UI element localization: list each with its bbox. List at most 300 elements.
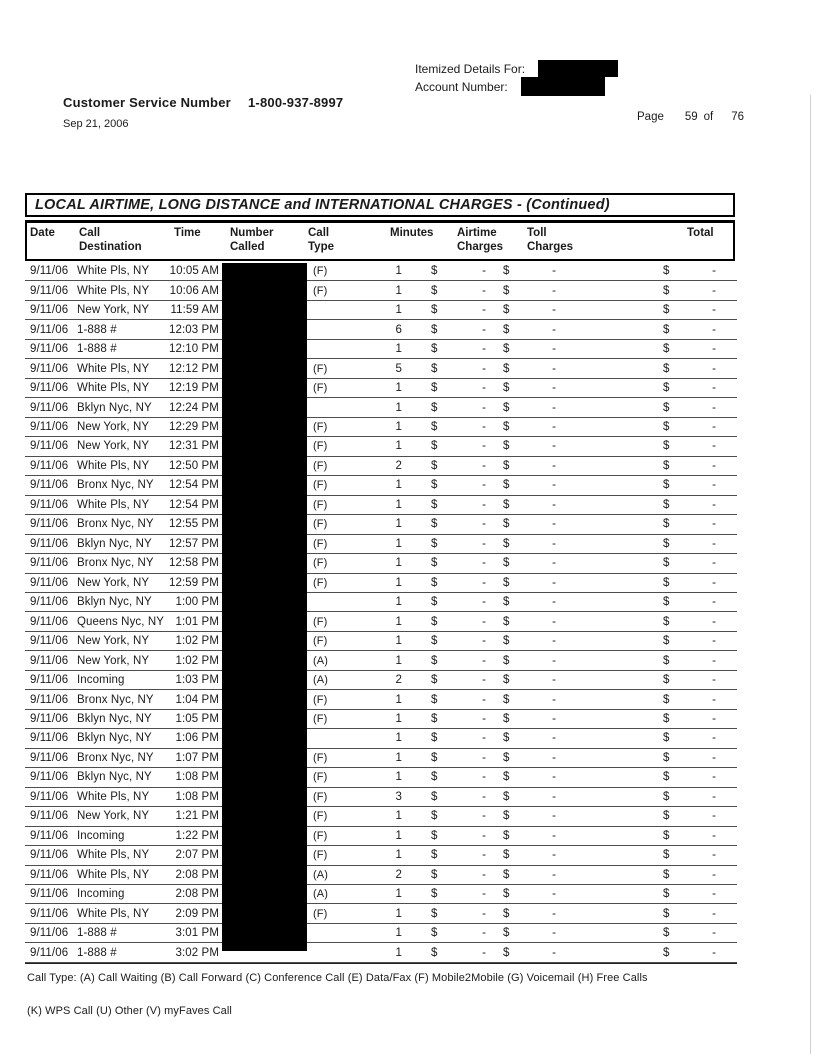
- currency-symbol: $: [663, 323, 670, 336]
- cell-date: 9/11/06: [30, 829, 69, 842]
- cell-time: 2:08 PM: [175, 868, 219, 881]
- currency-symbol: $: [431, 382, 438, 395]
- table-row: [25, 554, 737, 573]
- currency-symbol: $: [663, 635, 670, 648]
- currency-symbol: $: [431, 401, 438, 414]
- cell-call-type: (F): [313, 440, 328, 453]
- cell-destination: 1-888 #: [77, 927, 117, 940]
- currency-symbol: $: [431, 557, 438, 570]
- currency-symbol: $: [663, 265, 670, 278]
- cell-toll-charges: $ -: [503, 304, 556, 317]
- cell-toll-charges: $ -: [503, 810, 556, 823]
- currency-symbol: $: [663, 479, 670, 492]
- cell-time: 12:03 PM: [168, 323, 219, 336]
- currency-symbol: $: [663, 849, 670, 862]
- currency-symbol: $: [431, 304, 438, 317]
- cell-minutes: 1: [395, 518, 402, 531]
- currency-symbol: $: [663, 946, 670, 959]
- account-number-label: Account Number:: [415, 80, 508, 94]
- cell-date: 9/11/06: [30, 849, 69, 862]
- cell-toll-charges: $ -: [503, 790, 556, 803]
- cell-toll-charges: $ -: [503, 635, 556, 648]
- cell-total: $ -: [663, 635, 716, 648]
- currency-symbol: $: [431, 674, 438, 687]
- cell-toll-charges: $ -: [503, 615, 556, 628]
- cell-toll-charges: $ -: [503, 596, 556, 609]
- currency-symbol: $: [431, 888, 438, 901]
- cell-time: 12:12 PM: [168, 362, 219, 375]
- cell-date: 9/11/06: [30, 790, 69, 803]
- table-row: [25, 788, 737, 807]
- cell-total: $ -: [663, 420, 716, 433]
- cell-airtime-charges: $ -: [431, 420, 486, 433]
- cell-call-type: (F): [313, 615, 328, 628]
- cell-toll-charges: $ -: [503, 771, 556, 784]
- cell-destination: New York, NY: [77, 420, 150, 433]
- cell-time: 12:29 PM: [168, 420, 219, 433]
- cell-toll-charges: $ -: [503, 946, 556, 959]
- cell-call-type: (F): [313, 284, 328, 297]
- cell-call-type: (F): [313, 459, 328, 472]
- cell-call-type: (F): [313, 849, 328, 862]
- cell-toll-charges: $ -: [503, 362, 556, 375]
- currency-symbol: $: [663, 596, 670, 609]
- cell-airtime-charges: $ -: [431, 868, 486, 881]
- cell-airtime-charges: $ -: [431, 751, 486, 764]
- cell-minutes: 1: [395, 927, 402, 940]
- currency-symbol: $: [503, 868, 510, 881]
- cell-minutes: 1: [395, 654, 402, 667]
- cell-airtime-charges: $ -: [431, 907, 486, 920]
- currency-symbol: $: [431, 713, 438, 726]
- cell-total: $ -: [663, 868, 716, 881]
- cell-toll-charges: $ -: [503, 440, 556, 453]
- cell-total: $ -: [663, 576, 716, 589]
- cell-time: 12:55 PM: [168, 518, 219, 531]
- cell-time: 2:07 PM: [175, 849, 219, 862]
- cell-destination: New York, NY: [77, 576, 150, 589]
- table-row: [25, 943, 737, 962]
- cell-toll-charges: $ -: [503, 829, 556, 842]
- cell-total: $ -: [663, 693, 716, 706]
- cell-time: 1:03 PM: [175, 674, 219, 687]
- currency-symbol: $: [503, 498, 510, 511]
- currency-symbol: $: [663, 362, 670, 375]
- cell-airtime-charges: $ -: [431, 284, 486, 297]
- cell-call-type: (F): [313, 751, 328, 764]
- cell-toll-charges: $ -: [503, 537, 556, 550]
- cell-minutes: 2: [395, 674, 402, 687]
- cell-toll-charges: $ -: [503, 265, 556, 278]
- page-total: 76: [731, 111, 745, 123]
- currency-symbol: $: [503, 420, 510, 433]
- cell-airtime-charges: $ -: [431, 596, 486, 609]
- currency-symbol: $: [431, 362, 438, 375]
- currency-symbol: $: [431, 323, 438, 336]
- currency-symbol: $: [663, 518, 670, 531]
- currency-symbol: $: [431, 635, 438, 648]
- cell-total: $ -: [663, 343, 716, 356]
- currency-symbol: $: [503, 557, 510, 570]
- cell-date: 9/11/06: [30, 420, 69, 433]
- cell-call-type: (A): [313, 868, 328, 881]
- cell-minutes: 1: [395, 284, 402, 297]
- cell-airtime-charges: $ -: [431, 537, 486, 550]
- cell-total: $ -: [663, 596, 716, 609]
- cell-date: 9/11/06: [30, 576, 69, 589]
- cell-time: 1:02 PM: [175, 654, 219, 667]
- cell-date: 9/11/06: [30, 771, 69, 784]
- cell-total: $ -: [663, 362, 716, 375]
- currency-symbol: $: [663, 557, 670, 570]
- cell-date: 9/11/06: [30, 537, 69, 550]
- page-label: Page: [637, 111, 664, 123]
- cell-call-type: (F): [313, 537, 328, 550]
- currency-symbol: $: [663, 674, 670, 687]
- cell-date: 9/11/06: [30, 518, 69, 531]
- cell-time: 1:07 PM: [175, 751, 219, 764]
- currency-symbol: $: [663, 615, 670, 628]
- cell-toll-charges: $ -: [503, 518, 556, 531]
- cell-date: 9/11/06: [30, 868, 69, 881]
- currency-symbol: $: [503, 829, 510, 842]
- customer-service-label: Customer Service Number: [63, 95, 231, 110]
- cell-destination: Bklyn Nyc, NY: [77, 771, 152, 784]
- currency-symbol: $: [503, 615, 510, 628]
- cell-airtime-charges: $ -: [431, 479, 486, 492]
- cell-destination: White Pls, NY: [77, 362, 150, 375]
- currency-symbol: $: [431, 732, 438, 745]
- cell-call-type: (F): [313, 829, 328, 842]
- table-row: [25, 827, 737, 846]
- cell-minutes: 1: [395, 713, 402, 726]
- cell-toll-charges: $ -: [503, 674, 556, 687]
- table-row: [25, 885, 737, 904]
- table-row: [25, 457, 737, 476]
- currency-symbol: $: [503, 537, 510, 550]
- cell-minutes: 1: [395, 635, 402, 648]
- cell-toll-charges: $ -: [503, 927, 556, 940]
- cell-minutes: 1: [395, 401, 402, 414]
- cell-date: 9/11/06: [30, 362, 69, 375]
- cell-minutes: 1: [395, 304, 402, 317]
- currency-symbol: $: [663, 810, 670, 823]
- cell-minutes: 1: [395, 498, 402, 511]
- cell-time: 11:59 AM: [170, 304, 219, 317]
- cell-call-type: (A): [313, 654, 328, 667]
- cell-date: 9/11/06: [30, 927, 69, 940]
- cell-time: 1:01 PM: [175, 615, 219, 628]
- table-row: [25, 671, 737, 690]
- cell-date: 9/11/06: [30, 888, 69, 901]
- currency-symbol: $: [431, 654, 438, 667]
- cell-call-type: (A): [313, 888, 328, 901]
- cell-call-type: (F): [313, 479, 328, 492]
- currency-symbol: $: [431, 498, 438, 511]
- cell-destination: 1-888 #: [77, 323, 117, 336]
- cell-total: $ -: [663, 382, 716, 395]
- cell-destination: Incoming: [77, 888, 125, 901]
- currency-symbol: $: [663, 401, 670, 414]
- cell-call-type: (F): [313, 810, 328, 823]
- cell-call-type: (F): [313, 576, 328, 589]
- currency-symbol: $: [503, 401, 510, 414]
- cell-airtime-charges: $ -: [431, 888, 486, 901]
- table-row: [25, 729, 737, 748]
- cell-call-type: (F): [313, 635, 328, 648]
- cell-time: 1:06 PM: [175, 732, 219, 745]
- cell-time: 1:02 PM: [175, 635, 219, 648]
- cell-total: $ -: [663, 459, 716, 472]
- cell-date: 9/11/06: [30, 635, 69, 648]
- page-of-label: of: [703, 111, 714, 123]
- cell-time: 12:58 PM: [168, 557, 219, 570]
- currency-symbol: $: [663, 284, 670, 297]
- cell-toll-charges: $ -: [503, 693, 556, 706]
- currency-symbol: $: [503, 810, 510, 823]
- cell-toll-charges: $ -: [503, 420, 556, 433]
- col-header-date: Date: [30, 227, 55, 239]
- cell-total: $ -: [663, 479, 716, 492]
- cell-call-type: (A): [313, 674, 328, 687]
- cell-destination: White Pls, NY: [77, 459, 150, 472]
- cell-time: 2:09 PM: [175, 907, 219, 920]
- cell-total: $ -: [663, 927, 716, 940]
- currency-symbol: $: [431, 576, 438, 589]
- cell-destination: Bklyn Nyc, NY: [77, 537, 152, 550]
- cell-toll-charges: $ -: [503, 849, 556, 862]
- cell-time: 1:21 PM: [175, 810, 219, 823]
- cell-total: $ -: [663, 751, 716, 764]
- cell-minutes: 2: [395, 459, 402, 472]
- cell-destination: White Pls, NY: [77, 849, 150, 862]
- currency-symbol: $: [431, 596, 438, 609]
- cell-airtime-charges: $ -: [431, 459, 486, 472]
- cell-total: $ -: [663, 771, 716, 784]
- cell-date: 9/11/06: [30, 382, 69, 395]
- cell-date: 9/11/06: [30, 304, 69, 317]
- currency-symbol: $: [503, 927, 510, 940]
- table-row: [25, 612, 737, 631]
- cell-minutes: 3: [395, 790, 402, 803]
- cell-date: 9/11/06: [30, 343, 69, 356]
- cell-call-type: (F): [313, 518, 328, 531]
- cell-minutes: 5: [395, 362, 402, 375]
- table-row: [25, 535, 737, 554]
- cell-toll-charges: $ -: [503, 498, 556, 511]
- cell-destination: 1-888 #: [77, 946, 117, 959]
- currency-symbol: $: [503, 888, 510, 901]
- cell-date: 9/11/06: [30, 907, 69, 920]
- cell-call-type: (F): [313, 693, 328, 706]
- cell-destination: White Pls, NY: [77, 907, 150, 920]
- currency-symbol: $: [431, 615, 438, 628]
- currency-symbol: $: [663, 751, 670, 764]
- currency-symbol: $: [663, 907, 670, 920]
- cell-date: 9/11/06: [30, 674, 69, 687]
- cell-toll-charges: $ -: [503, 479, 556, 492]
- section-title: LOCAL AIRTIME, LONG DISTANCE and INTERNATIONAL CHARGES - (Continued): [35, 197, 610, 213]
- cell-minutes: 1: [395, 907, 402, 920]
- col-header-number-called: Number Called: [230, 227, 274, 253]
- cell-call-type: (F): [313, 713, 328, 726]
- currency-symbol: $: [431, 440, 438, 453]
- currency-symbol: $: [503, 790, 510, 803]
- call-type-legend-line1: Call Type: (A) Call Waiting (B) Call Forward (C) Conference Call (E) Data/Fax (F) Mobile2Mobile (G) Voicemail (H) Free Calls: [27, 972, 648, 984]
- cell-destination: Incoming: [77, 674, 125, 687]
- currency-symbol: $: [431, 693, 438, 706]
- cell-airtime-charges: $ -: [431, 654, 486, 667]
- cell-date: 9/11/06: [30, 732, 69, 745]
- cell-total: $ -: [663, 518, 716, 531]
- cell-time: 3:02 PM: [175, 946, 219, 959]
- currency-symbol: $: [663, 343, 670, 356]
- table-row: [25, 710, 737, 729]
- cell-minutes: 1: [395, 420, 402, 433]
- cell-total: $ -: [663, 284, 716, 297]
- currency-symbol: $: [503, 284, 510, 297]
- cell-minutes: 1: [395, 888, 402, 901]
- customer-service-number: 1-800-937-8997: [248, 95, 344, 110]
- cell-total: $ -: [663, 810, 716, 823]
- cell-total: $ -: [663, 265, 716, 278]
- cell-total: $ -: [663, 557, 716, 570]
- cell-destination: New York, NY: [77, 635, 150, 648]
- cell-minutes: 1: [395, 265, 402, 278]
- currency-symbol: $: [503, 732, 510, 745]
- currency-symbol: $: [503, 907, 510, 920]
- table-row: [25, 359, 737, 378]
- cell-destination: Bklyn Nyc, NY: [77, 596, 152, 609]
- col-header-total: Total: [687, 227, 714, 239]
- currency-symbol: $: [431, 284, 438, 297]
- currency-symbol: $: [503, 459, 510, 472]
- cell-date: 9/11/06: [30, 401, 69, 414]
- cell-toll-charges: $ -: [503, 654, 556, 667]
- table-row: [25, 924, 737, 943]
- currency-symbol: $: [503, 323, 510, 336]
- currency-symbol: $: [431, 751, 438, 764]
- cell-date: 9/11/06: [30, 440, 69, 453]
- currency-symbol: $: [663, 927, 670, 940]
- cell-date: 9/11/06: [30, 323, 69, 336]
- currency-symbol: $: [431, 771, 438, 784]
- currency-symbol: $: [503, 304, 510, 317]
- currency-symbol: $: [431, 790, 438, 803]
- table-row: [25, 379, 737, 398]
- cell-time: 3:01 PM: [175, 927, 219, 940]
- cell-airtime-charges: $ -: [431, 810, 486, 823]
- cell-airtime-charges: $ -: [431, 498, 486, 511]
- cell-time: 10:06 AM: [169, 284, 219, 297]
- redacted-number-called-column: [222, 263, 307, 951]
- cell-time: 12:50 PM: [168, 459, 219, 472]
- cell-destination: Queens Nyc, NY: [77, 615, 165, 628]
- currency-symbol: $: [663, 771, 670, 784]
- currency-symbol: $: [663, 576, 670, 589]
- table-row: [25, 768, 737, 787]
- currency-symbol: $: [503, 596, 510, 609]
- col-header-call-type: Call Type: [308, 227, 334, 253]
- currency-symbol: $: [503, 771, 510, 784]
- currency-symbol: $: [431, 265, 438, 278]
- cell-minutes: 1: [395, 596, 402, 609]
- cell-time: 1:22 PM: [175, 829, 219, 842]
- cell-destination: Bronx Nyc, NY: [77, 518, 154, 531]
- currency-symbol: $: [663, 440, 670, 453]
- cell-destination: White Pls, NY: [77, 382, 150, 395]
- cell-airtime-charges: $ -: [431, 829, 486, 842]
- cell-total: $ -: [663, 732, 716, 745]
- currency-symbol: $: [431, 946, 438, 959]
- cell-airtime-charges: $ -: [431, 635, 486, 648]
- currency-symbol: $: [663, 868, 670, 881]
- cell-total: $ -: [663, 888, 716, 901]
- cell-toll-charges: $ -: [503, 343, 556, 356]
- cell-minutes: 1: [395, 849, 402, 862]
- currency-symbol: $: [431, 459, 438, 472]
- redacted-itemized-value: [538, 60, 618, 77]
- cell-time: 12:10 PM: [168, 343, 219, 356]
- cell-time: 12:57 PM: [168, 537, 219, 550]
- currency-symbol: $: [663, 790, 670, 803]
- cell-minutes: 1: [395, 946, 402, 959]
- cell-airtime-charges: $ -: [431, 713, 486, 726]
- cell-minutes: 1: [395, 576, 402, 589]
- cell-toll-charges: $ -: [503, 459, 556, 472]
- currency-symbol: $: [663, 537, 670, 550]
- cell-toll-charges: $ -: [503, 868, 556, 881]
- cell-minutes: 2: [395, 868, 402, 881]
- cell-date: 9/11/06: [30, 654, 69, 667]
- table-row: [25, 418, 737, 437]
- cell-date: 9/11/06: [30, 751, 69, 764]
- table-row: [25, 866, 737, 885]
- currency-symbol: $: [663, 420, 670, 433]
- table-row: [25, 320, 737, 339]
- scan-edge-artifact: [810, 95, 811, 1054]
- cell-call-type: (F): [313, 771, 328, 784]
- table-row: [25, 904, 737, 923]
- currency-symbol: $: [431, 927, 438, 940]
- cell-destination: Bklyn Nyc, NY: [77, 732, 152, 745]
- currency-symbol: $: [503, 635, 510, 648]
- cell-airtime-charges: $ -: [431, 382, 486, 395]
- cell-time: 12:59 PM: [168, 576, 219, 589]
- cell-total: $ -: [663, 498, 716, 511]
- cell-toll-charges: $ -: [503, 751, 556, 764]
- cell-time: 12:19 PM: [168, 382, 219, 395]
- cell-total: $ -: [663, 674, 716, 687]
- cell-time: 12:54 PM: [168, 498, 219, 511]
- cell-time: 1:05 PM: [175, 713, 219, 726]
- table-row: [25, 476, 737, 495]
- currency-symbol: $: [503, 362, 510, 375]
- currency-symbol: $: [431, 829, 438, 842]
- cell-time: 2:08 PM: [175, 888, 219, 901]
- page-indicator: [637, 111, 744, 123]
- cell-destination: Bronx Nyc, NY: [77, 479, 154, 492]
- cell-total: $ -: [663, 615, 716, 628]
- cell-minutes: 1: [395, 557, 402, 570]
- page-number: 59: [684, 111, 698, 123]
- cell-airtime-charges: $ -: [431, 693, 486, 706]
- table-row: [25, 437, 737, 456]
- cell-minutes: 1: [395, 732, 402, 745]
- table-row: [25, 593, 737, 612]
- cell-toll-charges: $ -: [503, 557, 556, 570]
- cell-toll-charges: $ -: [503, 713, 556, 726]
